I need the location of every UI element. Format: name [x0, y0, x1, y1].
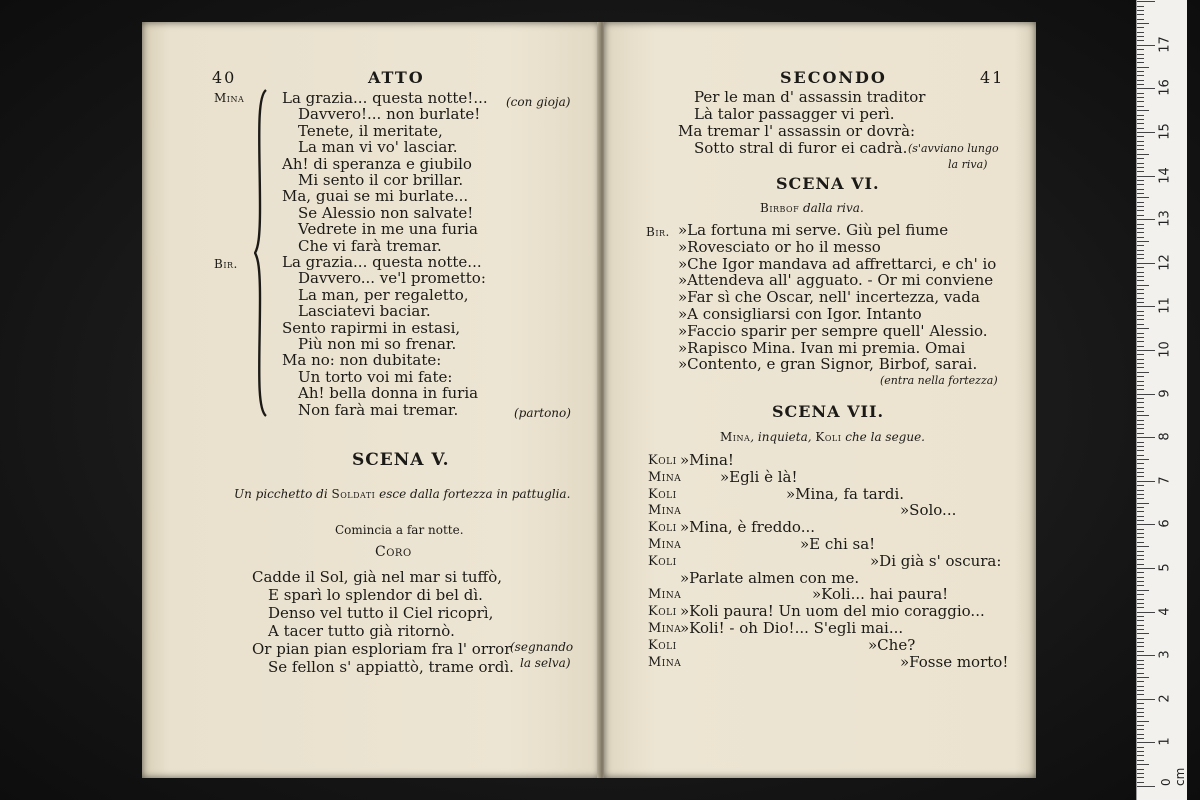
ruler-tick [1137, 289, 1144, 290]
ruler-tick [1137, 411, 1144, 412]
ruler-tick [1137, 564, 1144, 565]
verse-line: Sento rapirmi in estasi, [282, 318, 461, 337]
dialogue-speaker: Mina [648, 587, 682, 603]
verse-line: Davvero!... non burlate! [298, 105, 481, 124]
ruler-tick [1137, 154, 1149, 155]
ruler-tick [1137, 119, 1144, 120]
verse-line: Mi sento il cor brillar. [298, 171, 464, 189]
verse-line: Lasciatevi baciar. [298, 302, 431, 321]
ruler-tick [1137, 407, 1144, 408]
dialogue-speaker: Mina [648, 621, 682, 636]
ruler-tick [1137, 755, 1144, 756]
ruler-tick [1137, 651, 1144, 652]
ruler-tick [1137, 88, 1155, 89]
ruler-tick [1137, 568, 1155, 569]
ruler-tick [1137, 6, 1144, 7]
ruler-tick [1137, 254, 1144, 255]
ruler-tick [1137, 555, 1144, 556]
ruler-tick [1137, 14, 1144, 15]
ruler-tick [1137, 110, 1149, 111]
scene-v-description: Un picchetto di Soldati esce dalla fortezza in pattuglia. [234, 487, 571, 501]
ruler-tick [1137, 202, 1144, 203]
ruler-tick [1137, 167, 1144, 168]
dialogue-speaker: Koli [648, 637, 677, 653]
ruler-number: 9 [1157, 388, 1173, 398]
ruler-number: 6 [1157, 519, 1173, 529]
verse-line: Ma, guai se mi burlate... [282, 187, 469, 206]
ruler-tick [1137, 263, 1155, 264]
ruler-tick [1137, 533, 1144, 534]
ruler-tick [1137, 559, 1144, 560]
dialogue-line: »Di già s' oscura: [870, 551, 1002, 570]
dialogue-line: »Koli... hai paura! [812, 585, 949, 604]
ruler-tick [1137, 415, 1149, 416]
ruler-number: 16 [1157, 79, 1173, 97]
ruler-tick [1137, 376, 1144, 377]
dialogue-speaker: Mina [648, 537, 682, 552]
ruler-number: 15 [1157, 123, 1173, 140]
ruler-tick [1137, 751, 1144, 752]
ruler-tick [1137, 302, 1144, 303]
ruler-tick [1137, 32, 1144, 33]
scene-vi-description: Birbof dalla riva. [760, 201, 864, 215]
ruler-tick [1137, 516, 1144, 517]
ruler-tick [1137, 463, 1144, 464]
ruler-tick [1137, 603, 1144, 604]
left-running-head: ATTO [368, 68, 425, 87]
ruler-number: 14 [1157, 166, 1173, 184]
ruler-tick [1137, 1, 1155, 2]
ruler-tick [1137, 764, 1149, 765]
dialogue-speaker: Mina [648, 469, 682, 485]
ruler-tick [1137, 481, 1155, 482]
coro-line: Cadde il Sol, già nel mar si tuffò, [252, 568, 502, 586]
ruler-tick [1137, 158, 1144, 159]
ruler-tick [1137, 341, 1144, 342]
dialogue-line: »Egli è là! [720, 467, 798, 486]
ruler-tick [1137, 747, 1144, 748]
dialogue-line: »Parlate almen con me. [680, 568, 860, 587]
verse-line: Più non mi so frenar. [298, 335, 457, 353]
coro-line: E sparì lo splendor di bel dì. [268, 586, 483, 604]
ruler-tick [1137, 363, 1144, 364]
ruler-tick [1137, 163, 1144, 164]
ruler-tick [1137, 359, 1144, 360]
ruler-tick [1137, 507, 1144, 508]
ruler-tick [1137, 272, 1144, 273]
dialogue-line: »E chi sa! [800, 535, 876, 553]
ruler-tick [1137, 769, 1144, 770]
ruler-tick [1137, 324, 1144, 325]
ruler-tick [1137, 459, 1149, 460]
stage-avviano-2: la riva) [948, 158, 988, 171]
monologue-line: »Rapisco Mina. Ivan mi premia. Omai [678, 338, 966, 357]
ruler-tick [1137, 62, 1144, 63]
ruler-tick [1137, 337, 1144, 338]
ruler-tick [1137, 228, 1144, 229]
ruler-tick [1137, 58, 1144, 59]
verse-line: Ma tremar l' assassin or dovrà: [678, 122, 916, 140]
ruler-tick [1137, 36, 1144, 37]
dialogue-speaker: Mina [648, 654, 682, 670]
ruler-unit-label: 0 cm [1159, 767, 1187, 786]
coro-line: Denso vel tutto il Ciel ricoprì, [268, 604, 494, 622]
dialogue-speaker: Koli [648, 604, 677, 620]
verse-line: Ma no: non dubitate: [282, 351, 442, 370]
ruler-tick [1137, 424, 1144, 425]
ruler-tick [1137, 193, 1144, 194]
scene-vii-description: Mina, inquieta, Koli che la segue. [720, 430, 925, 444]
ruler-tick [1137, 503, 1149, 504]
verse-line: Non farà mai tremar. [298, 400, 459, 419]
ruler-tick [1137, 537, 1144, 538]
ruler-tick [1137, 729, 1144, 730]
dialogue-speaker: Koli [648, 553, 677, 569]
monologue-line: »La fortuna mi serve. Giù pel fiume [678, 221, 949, 239]
ruler-tick [1137, 27, 1144, 28]
ruler-tick [1137, 215, 1144, 216]
verse-line: Ah! di speranza e giubilo [282, 154, 472, 173]
ruler-tick [1137, 633, 1149, 634]
verse-line: Davvero... ve'l prometto: [298, 269, 486, 288]
ruler-tick [1137, 551, 1144, 552]
ruler-tick [1137, 219, 1155, 220]
ruler-tick [1137, 542, 1144, 543]
ruler-tick [1137, 128, 1144, 129]
ruler-tick [1137, 184, 1144, 185]
ruler-tick [1137, 210, 1144, 211]
ruler-tick [1137, 67, 1149, 68]
ruler-tick [1137, 54, 1144, 55]
ruler-tick [1137, 616, 1144, 617]
ruler-tick [1137, 529, 1144, 530]
ruler-tick [1137, 455, 1144, 456]
ruler-tick [1137, 472, 1144, 473]
dialogue-line: »Mina! [680, 451, 734, 469]
ruler-tick [1137, 80, 1144, 81]
ruler-tick [1137, 673, 1144, 674]
ruler-tick [1137, 180, 1144, 181]
right-running-head: SECONDO [780, 68, 887, 87]
ruler-tick [1137, 494, 1144, 495]
ruler-number: 13 [1157, 210, 1173, 227]
ruler-tick [1137, 511, 1144, 512]
right-page-number: 41 [980, 68, 1005, 87]
ruler-tick [1137, 241, 1149, 242]
ruler-tick [1137, 381, 1144, 382]
ruler-tick [1137, 389, 1144, 390]
ruler-tick [1137, 450, 1144, 451]
ruler-tick [1137, 402, 1144, 403]
scene-vii-title: SCENA VII. [772, 402, 885, 421]
dialogue-speaker: Koli [648, 453, 677, 468]
ruler-tick [1137, 97, 1144, 98]
ruler-tick [1137, 428, 1144, 429]
ruler-tick [1137, 189, 1144, 190]
ruler-tick [1137, 350, 1155, 351]
ruler-tick [1137, 694, 1144, 695]
ruler-tick [1137, 84, 1144, 85]
ruler-tick [1137, 433, 1144, 434]
ruler-tick [1137, 280, 1144, 281]
ruler-tick [1137, 655, 1155, 656]
ruler-tick [1137, 520, 1144, 521]
ruler-tick [1137, 394, 1155, 395]
ruler-tick [1137, 590, 1149, 591]
ruler-tick [1137, 258, 1144, 259]
ruler-tick [1137, 276, 1144, 277]
ruler-tick [1137, 642, 1144, 643]
scene-vi-title: SCENA VI. [776, 174, 880, 193]
ruler-tick [1137, 328, 1149, 329]
dialogue-speaker: Koli [648, 520, 677, 536]
ruler-tick [1137, 123, 1144, 124]
ruler-tick [1137, 293, 1144, 294]
monologue-line: »Rovesciato or ho il messo [678, 237, 881, 256]
verse-line: Sotto stral di furor ei cadrà. [694, 139, 908, 157]
ruler-tick [1137, 476, 1144, 477]
dialogue-line: »Koli! - oh Dio!... S'egli mai... [680, 619, 904, 637]
measuring-ruler [1136, 0, 1187, 800]
ruler-tick [1137, 149, 1144, 150]
ruler-tick [1137, 760, 1144, 761]
ruler-tick [1137, 646, 1144, 647]
scene-v-title: SCENA V. [352, 450, 450, 470]
ruler-tick [1137, 442, 1144, 443]
coro-line: Se fellon s' appiattò, trame ordì. [268, 658, 514, 676]
stage-segnando-1: (segnando [510, 640, 574, 654]
speaker-mina: Mina [214, 91, 245, 105]
ruler-tick [1137, 699, 1155, 700]
ruler-tick [1137, 629, 1144, 630]
ruler-tick [1137, 49, 1144, 50]
ruler-number: 7 [1157, 476, 1173, 485]
ruler-tick [1137, 498, 1144, 499]
dialogue-speaker: Mina [648, 503, 682, 519]
left-page-number: 40 [212, 68, 237, 87]
verse-line: La grazia... questa notte!... [282, 89, 488, 107]
ruler-tick [1137, 690, 1144, 691]
ruler-tick [1137, 686, 1144, 687]
ruler-tick [1137, 437, 1155, 438]
verse-line: Un torto voi mi fate: [298, 367, 453, 386]
ruler-tick [1137, 232, 1144, 233]
ruler-tick [1137, 703, 1144, 704]
monologue-line: »Contento, e gran Signor, Birbof, sarai. [678, 355, 978, 374]
coro-heading: Coro [375, 544, 412, 560]
monologue-line: »Faccio sparir per sempre quell' Alessio. [678, 321, 988, 340]
ruler-tick [1137, 115, 1144, 116]
ruler-tick [1137, 333, 1144, 334]
ruler-tick [1137, 625, 1144, 626]
ruler-tick [1137, 742, 1155, 743]
monologue-line: »Che Igor mandava ad affrettarci, e ch' io [678, 254, 997, 273]
ruler-tick [1137, 306, 1155, 307]
ruler-tick [1137, 40, 1144, 41]
ruler-tick [1137, 490, 1144, 491]
ruler-tick [1137, 446, 1144, 447]
verse-line: Là talor passagger vi perì. [694, 105, 895, 123]
ruler-number: 11 [1157, 297, 1173, 315]
speaker-bir-right: Bir. [646, 225, 670, 239]
ruler-tick [1137, 132, 1155, 133]
ruler-tick [1137, 197, 1149, 198]
dialogue-speaker: Koli [648, 486, 677, 502]
ruler-tick [1137, 599, 1144, 600]
ruler-tick [1137, 101, 1144, 102]
ruler-tick [1137, 546, 1149, 547]
verse-line: La man vi vo' lasciar. [298, 138, 458, 157]
ruler-tick [1137, 19, 1144, 20]
ruler-tick [1137, 708, 1144, 709]
stage-segnando-2: la selva) [520, 656, 571, 670]
ruler-tick [1137, 734, 1144, 735]
verse-line: Se Alessio non salvate! [298, 203, 474, 222]
stage-entra: (entra nella fortezza) [880, 374, 998, 387]
ruler-tick [1137, 721, 1149, 722]
ruler-tick [1137, 298, 1144, 299]
ruler-tick [1137, 250, 1144, 251]
ruler-tick [1137, 712, 1144, 713]
ruler-tick [1137, 660, 1144, 661]
ruler-tick [1137, 620, 1144, 621]
speech-brace [254, 88, 268, 418]
ruler-number: 12 [1157, 254, 1173, 271]
stage-cue-notte: Comincia a far notte. [335, 523, 464, 537]
ruler-number: 3 [1157, 650, 1173, 659]
dialogue-line: »Fosse morto! [900, 652, 1009, 671]
ruler-tick [1137, 93, 1144, 94]
ruler-tick [1137, 141, 1144, 142]
monologue-line: »Far sì che Oscar, nell' incertezza, vada [678, 288, 980, 307]
ruler-tick [1137, 206, 1144, 207]
verse-line: Ah! bella donna in furia [298, 384, 479, 403]
speaker-bir: Bir. [214, 257, 238, 271]
ruler-tick [1137, 420, 1144, 421]
ruler-tick [1137, 367, 1144, 368]
ruler-tick [1137, 23, 1149, 24]
ruler-tick [1137, 738, 1144, 739]
stage-direction-con-gioja: (con gioja) [506, 95, 571, 109]
ruler-tick [1137, 315, 1144, 316]
ruler-tick [1137, 668, 1144, 669]
ruler-tick [1137, 725, 1144, 726]
ruler-tick [1137, 681, 1144, 682]
verse-line: Vedrete in me una furia [298, 220, 478, 239]
ruler-tick [1137, 136, 1144, 137]
ruler-tick [1137, 777, 1144, 778]
ruler-number: 1 [1157, 737, 1173, 747]
stage-direction-partono: (partono) [514, 406, 571, 420]
ruler-tick [1137, 585, 1144, 586]
ruler-tick [1137, 572, 1144, 573]
ruler-tick [1137, 106, 1144, 107]
ruler-tick [1137, 485, 1144, 486]
ruler-tick [1137, 245, 1144, 246]
ruler-tick [1137, 786, 1155, 787]
ruler-tick [1137, 71, 1144, 72]
ruler-tick [1137, 176, 1155, 177]
ruler-tick [1137, 716, 1144, 717]
ruler-tick [1137, 372, 1149, 373]
ruler-tick [1137, 385, 1144, 386]
ruler-tick [1137, 581, 1144, 582]
dialogue-line: »Che? [868, 635, 916, 654]
monologue-line: »A consigliarsi con Igor. Intanto [678, 305, 922, 323]
ruler-tick [1137, 773, 1144, 774]
verse-line: Per le man d' assassin traditor [694, 88, 926, 106]
verse-line: La man, per regaletto, [298, 285, 469, 304]
coro-line: Or pian pian esploriam fra l' orror [252, 640, 512, 658]
dialogue-line: »Solo... [900, 501, 957, 520]
ruler-tick [1137, 346, 1144, 347]
ruler-number: 4 [1157, 606, 1173, 616]
dialogue-line: »Koli paura! Un uom del mio coraggio... [680, 602, 985, 621]
monologue-line: »Attendeva all' agguato. - Or mi conviene [678, 271, 994, 290]
verse-line: Che vi farà tremar. [298, 236, 442, 255]
ruler-tick [1137, 607, 1144, 608]
stage-avviano-1: (s'avviano lungo [908, 142, 999, 155]
ruler-tick [1137, 594, 1144, 595]
ruler-tick [1137, 267, 1144, 268]
ruler-tick [1137, 638, 1144, 639]
ruler-tick [1137, 237, 1144, 238]
ruler-number: 5 [1157, 563, 1173, 572]
ruler-tick [1137, 354, 1144, 355]
ruler-tick [1137, 612, 1155, 613]
dialogue-line: »Mina, è freddo... [680, 518, 815, 537]
ruler-tick [1137, 524, 1155, 525]
ruler-tick [1137, 171, 1144, 172]
ruler-number: 2 [1157, 694, 1173, 703]
ruler-tick [1137, 577, 1144, 578]
coro-line: A tacer tutto già ritornò. [268, 622, 455, 640]
ruler-tick [1137, 45, 1155, 46]
ruler-tick [1137, 311, 1144, 312]
ruler-tick [1137, 468, 1144, 469]
ruler-number: 10 [1157, 341, 1173, 358]
verse-line: Tenete, il meritate, [298, 121, 443, 140]
ruler-tick [1137, 664, 1144, 665]
ruler-tick [1137, 145, 1144, 146]
dialogue-line: »Mina, fa tardi. [786, 484, 905, 503]
ruler-tick [1137, 75, 1144, 76]
ruler-tick [1137, 398, 1144, 399]
ruler-tick [1137, 285, 1149, 286]
ruler-number: 8 [1157, 432, 1173, 441]
ruler-tick [1137, 782, 1144, 783]
ruler-tick [1137, 10, 1144, 11]
ruler-tick [1137, 677, 1149, 678]
ruler-tick [1137, 319, 1144, 320]
verse-line: La grazia... questa notte... [282, 253, 482, 271]
ruler-number: 17 [1157, 36, 1173, 53]
ruler-tick [1137, 224, 1144, 225]
